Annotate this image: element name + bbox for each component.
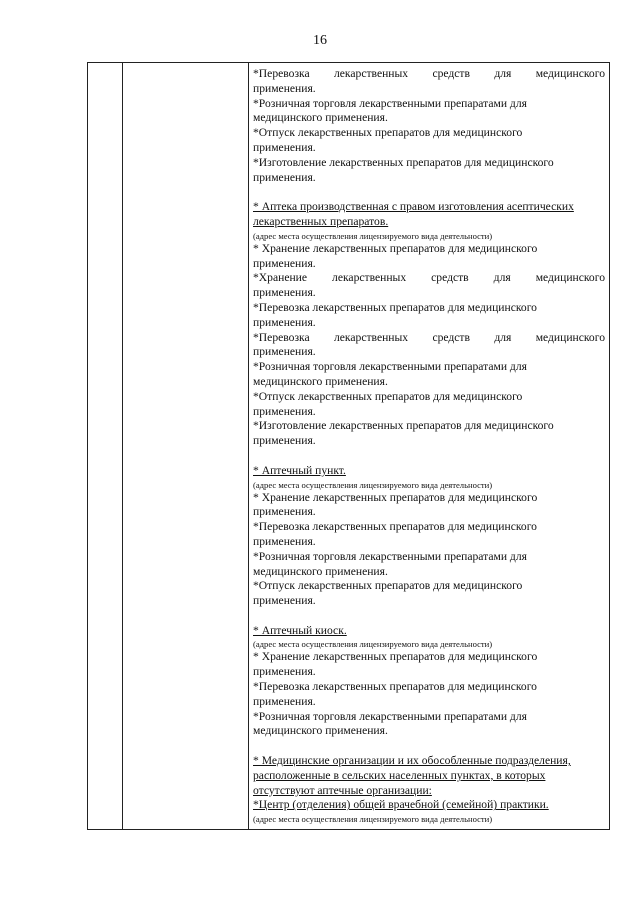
section-title: лекарственных препаратов. bbox=[253, 214, 389, 228]
activity-line: *Перевозка лекарственных препаратов для медицинского bbox=[253, 300, 537, 314]
activity-line: *Перевозка лекарственных средств для медицинского bbox=[253, 67, 605, 80]
column-divider bbox=[248, 63, 249, 829]
activity-line: применения. bbox=[253, 256, 316, 270]
activity-line: применения. bbox=[253, 170, 316, 184]
activity-line: *Перевозка лекарственных средств для медицинского bbox=[253, 330, 605, 344]
activity-line: применения. bbox=[253, 694, 316, 708]
activity-line: применения. bbox=[253, 286, 316, 300]
activity-line: медицинского применения. bbox=[253, 724, 388, 738]
activity-line: применения. bbox=[253, 404, 316, 418]
activity-line: *Розничная торговля лекарственными препаратами для bbox=[253, 549, 527, 563]
activity-line: *Розничная торговля лекарственными препаратами для bbox=[253, 709, 527, 723]
license-table bbox=[87, 62, 610, 830]
activity-line: применения. bbox=[253, 534, 316, 548]
activity-line: * Хранение лекарственных препаратов для медицинского bbox=[253, 490, 538, 504]
activity-line: применения. bbox=[253, 315, 316, 329]
section-title: расположенные в сельских населенных пунктах, в которых bbox=[253, 768, 546, 782]
activity-line: применения. bbox=[253, 665, 316, 679]
activity-line: *Розничная торговля лекарственными препаратами для bbox=[253, 96, 527, 110]
activity-line: применения. bbox=[253, 81, 316, 95]
activity-line: медицинского применения. bbox=[253, 564, 388, 578]
activities-cell bbox=[253, 67, 605, 825]
activity-line: *Отпуск лекарственных препаратов для медицинского bbox=[253, 126, 523, 140]
section-title: * Аптечный киоск. bbox=[253, 623, 347, 637]
subsection-title: *Центр (отделения) общей врачебной (семейной) практики. bbox=[253, 798, 549, 812]
activity-line: *Хранение лекарственных средств для медицинского bbox=[253, 271, 605, 285]
activity-line: * Хранение лекарственных препаратов для медицинского bbox=[253, 650, 538, 664]
section-title: * Медицинские организации и их обособленные подразделения, bbox=[253, 754, 571, 768]
activity-line: применения. bbox=[253, 594, 316, 608]
activity-line: медицинского применения. bbox=[253, 111, 388, 125]
activity-line: медицинского применения. bbox=[253, 374, 388, 388]
address-note: (адрес места осуществления лицензируемого вида деятельности) bbox=[253, 479, 493, 490]
section-title: * Аптечный пункт. bbox=[253, 463, 346, 477]
activity-line: * Хранение лекарственных препаратов для медицинского bbox=[253, 241, 538, 255]
activity-line: применения. bbox=[253, 505, 316, 519]
section-title: * Аптека производственная с правом изготовления асептических bbox=[253, 200, 574, 214]
column-divider bbox=[122, 63, 123, 829]
activity-line: *Изготовление лекарственных препаратов для медицинского bbox=[253, 419, 554, 433]
activity-line: *Перевозка лекарственных препаратов для медицинского bbox=[253, 680, 537, 694]
activity-line: *Перевозка лекарственных препаратов для медицинского bbox=[253, 520, 537, 534]
page-number: 16 bbox=[313, 33, 327, 48]
address-note: (адрес места осуществления лицензируемого вида деятельности) bbox=[253, 639, 493, 650]
address-note: (адрес места осуществления лицензируемого вида деятельности) bbox=[253, 230, 493, 241]
activity-line: *Розничная торговля лекарственными препаратами для bbox=[253, 360, 527, 374]
activity-line: применения. bbox=[253, 345, 316, 359]
activity-line: *Изготовление лекарственных препаратов для медицинского bbox=[253, 155, 554, 169]
activity-line: *Отпуск лекарственных препаратов для медицинского bbox=[253, 389, 523, 403]
activity-line: применения. bbox=[253, 140, 316, 154]
address-note: (адрес места осуществления лицензируемого вида деятельности) bbox=[253, 814, 493, 825]
section-title: отсутствуют аптечные организации: bbox=[253, 783, 432, 797]
activity-line: применения. bbox=[253, 434, 316, 448]
activity-line: *Отпуск лекарственных препаратов для медицинского bbox=[253, 579, 523, 593]
